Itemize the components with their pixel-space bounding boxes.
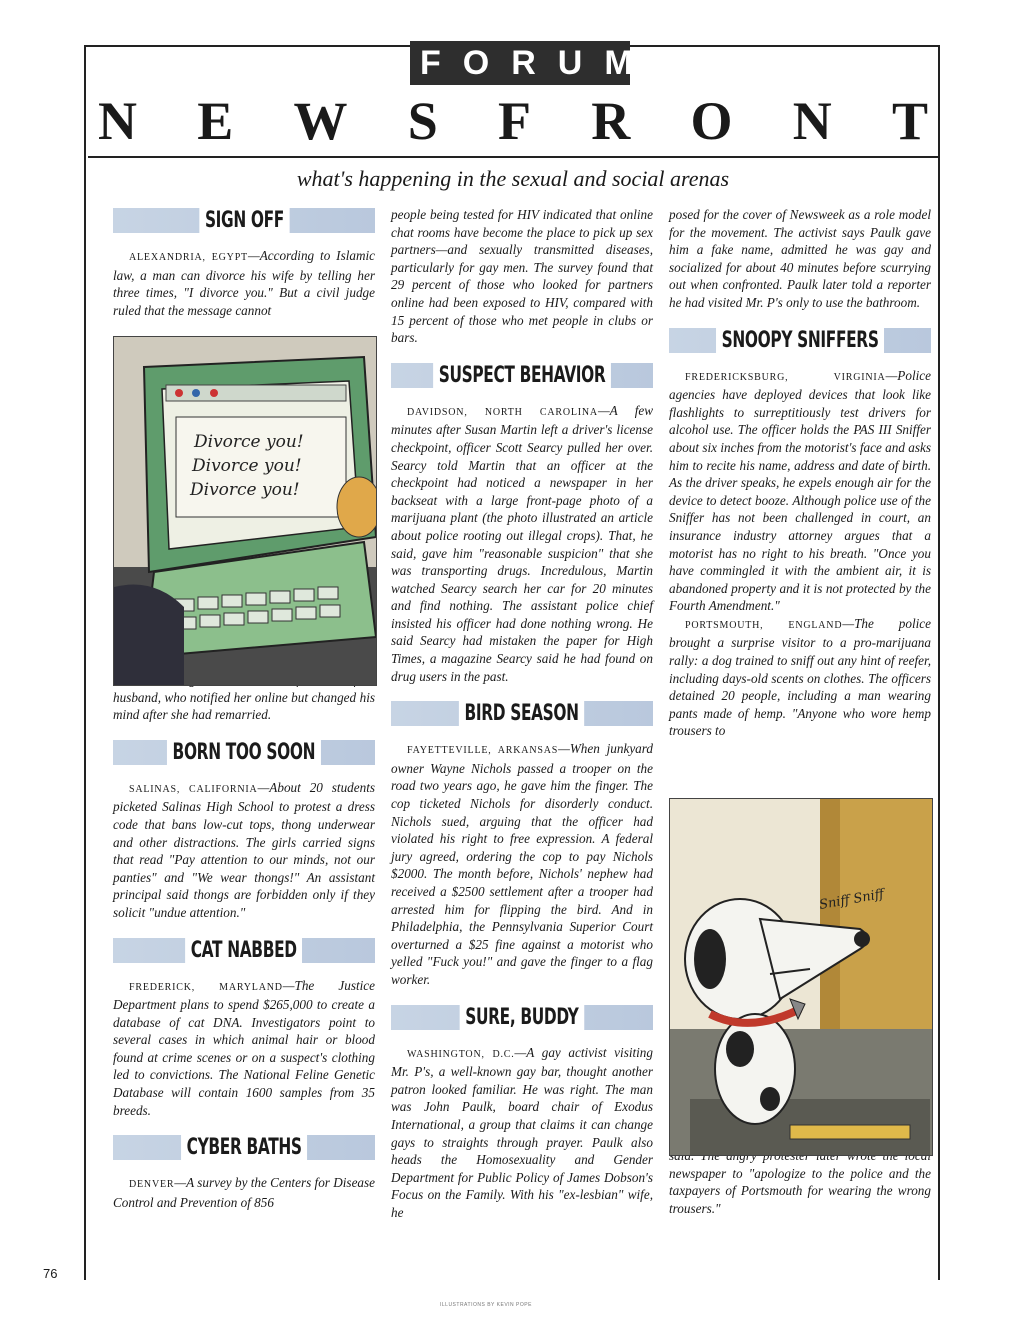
headline-sign-off: SIGN OFF [113, 208, 375, 233]
masthead-letter: N [98, 91, 137, 151]
masthead-letter: T [891, 91, 928, 151]
article-sign-off-p1: ALEXANDRIA, EGYPT—According to Islamic law, a man can divorce his wife by telling her three times, "I divorce you." But a civil judge ruled that the message cannot [113, 248, 375, 318]
dog-sound-text: Sniff Sniff [818, 886, 886, 913]
masthead-title [98, 88, 928, 154]
masthead-rule [88, 156, 938, 158]
headline-bird-season: BIRD SEASON [391, 701, 653, 726]
headline-suspect-behavior: SUSPECT BEHAVIOR [391, 363, 653, 388]
illustration-credit: ILLUSTRATIONS BY KEVIN POPE [440, 1302, 532, 1308]
column-2 [391, 206, 653, 1222]
article-cat-nabbed: FREDERICK, MARYLAND—The Justice Department plans to spend $265,000 to create a database of cat DNA. Investigators point to several cases in which animal hair or blood found at crime scenes or on a suspect's clothing led to convictions. The National Feline Genetic Database will contain 1600 samples from 35 breeds. [113, 977, 375, 1118]
masthead-letter: W [293, 91, 348, 151]
article-cyber-baths-p1: DENVER—A survey by the Centers for Disease Control and Prevention of 856 [113, 1175, 375, 1210]
article-snoopy-sniffers-p3: newspaper to "apologize to the police and the taxpayers of Portsmouth for wearing the wrong trousers." [669, 1165, 931, 1216]
article-cyber-baths-p2: people being tested for HIV indicated that online chat rooms have become the place to pick up sex partners—and sexually transmitted diseases, particularly for gay men. The survey found that 29 percent of those who looked for partners online had been exposed to HIV, compared with 15 percent of those who met people in clubs or bars. [391, 207, 653, 346]
masthead-letter: S [407, 91, 438, 151]
tagline: what's happening in the sexual and social arenas [296, 166, 730, 191]
screen-line-1: Divorce you! [194, 432, 304, 452]
masthead-letter: O [690, 91, 733, 151]
headline-snoopy-sniffers: SNOOPY SNIFFERS [669, 328, 931, 353]
article-suspect-behavior: DAVIDSON, NORTH CAROLINA—A few minutes after Susan Martin left a driver's license checkpoint, officer Scott Searcy pulled her over. Searcy told Martin that an officer at the checkpoint had noticed a newspaper in her backseat with a large front-page photo of a marijuana plant (the photo illustrated an article about police rooting out illegal crops). That, he said, gave him "reasonable suspicion" that she was transporting drugs. Incredulous, Martin watched Searcy search her car for 20 minutes and find nothing. The assistant police chief insisted his officer had done nothing wrong. He said Searcy had mistaken the paper for High Times, a magazine Searcy said he had found on drug users in the past. [391, 402, 654, 684]
article-sure-buddy-p2: posed for the cover of Newsweek as a role model for the movement. The activist says Paulk gave him a fake name, admitted he was gay and socialized for about 40 minutes before scurrying out when confronted. Paulk later told a reporter he had visited Mr. P's only to use the bathroom. [669, 207, 931, 310]
computer-illustration [113, 336, 377, 686]
page-number: 76 [43, 1266, 58, 1281]
headline-sure-buddy: SURE, BUDDY [391, 1005, 653, 1030]
screen-line-2: Divorce you! [192, 456, 302, 476]
article-sign-off-p2: husband, who notified her online but changed his mind after she had remarried. [113, 689, 375, 723]
masthead-letter: N [792, 91, 832, 151]
article-sure-buddy-p1: WASHINGTON, D.C.—A gay activist visiting Mr. P's, a well-known gay bar, thought another patron looked familiar. He was right. The man was John Paulk, board chair of Exodus International, a group that claims it can change gays to straights through prayer. Paulk also heads the Homosexuality and Gender Department for Public Policy of James Dobson's Focus on the Family. With his "ex-lesbian" wife, he [391, 1044, 653, 1220]
dog-illustration [669, 798, 933, 1156]
article-bird-season: FAYETTEVILLE, ARKANSAS—When junkyard owner Wayne Nichols passed a trooper on the road two years ago, he gave him the finger. The cop ticketed Nichols for disorderly conduct. Nichols sued, arguing that the officer had violated his right to free expression. A federal jury agreed, ordering the cop to pay Nichols $2000. The month before, Nichols' nephew had received a $2500 settlement after a trooper had arrested him for flipping the bird. And in Philadelphia, the Pennsylvania Superior Court overturned a $25 fine against a motorist who yelled "Fuck you!" and gave the finger to a flag worker. [391, 741, 654, 987]
article-born-too-soon: SALINAS, CALIFORNIA—About 20 students picketed Salinas High School to protest a dress code that bans low-cut tops, thong underwear and other distractions. The girls carried signs that read "Pay attention to our minds, not our panties" and "We wear thongs!" An assistant principal said thongs are forbidden only if they solicit "undue attention." [113, 779, 375, 920]
article-snoopy-sniffers-p1: FREDERICKSBURG, VIRGINIA—Police agencies have deployed devices that look like flashlights to surreptitiously test drivers for alcohol use. The officer holds the PAS III Sniffer about six inches from the motorist's face and asks him to recite his name, address and date of birth. As the driver speaks, he expels enough air for the device to detect booze. Although police use of the Sniffer has not been challenged in court, an insurance industry attorney argues that a motorist has no right to his breath. "Once you have commingled it with the ambient air, it is abandoned property and it is not protected by the Fourth Amendment." [669, 367, 931, 614]
article-snoopy-sniffers-p2: PORTSMOUTH, ENGLAND—The police brought a surprise visitor to a pro-marijuana rally: a dog trained to sniff out any hint of reefer, including days-old scents on clothes. The officers detained 20 people, including a man wearing pants made of hemp. "Anyone who wore hemp trousers to [669, 615, 931, 739]
masthead-letter: F [498, 91, 532, 151]
screen-line-3: Divorce you! [190, 480, 300, 500]
section-label: FORUM [410, 41, 630, 85]
masthead-letter: E [197, 91, 234, 151]
headline-cat-nabbed: CAT NABBED [113, 938, 375, 963]
headline-born-too-soon: BORN TOO SOON [113, 740, 375, 765]
masthead-letter: R [591, 91, 631, 151]
headline-cyber-baths: CYBER BATHS [113, 1135, 375, 1160]
